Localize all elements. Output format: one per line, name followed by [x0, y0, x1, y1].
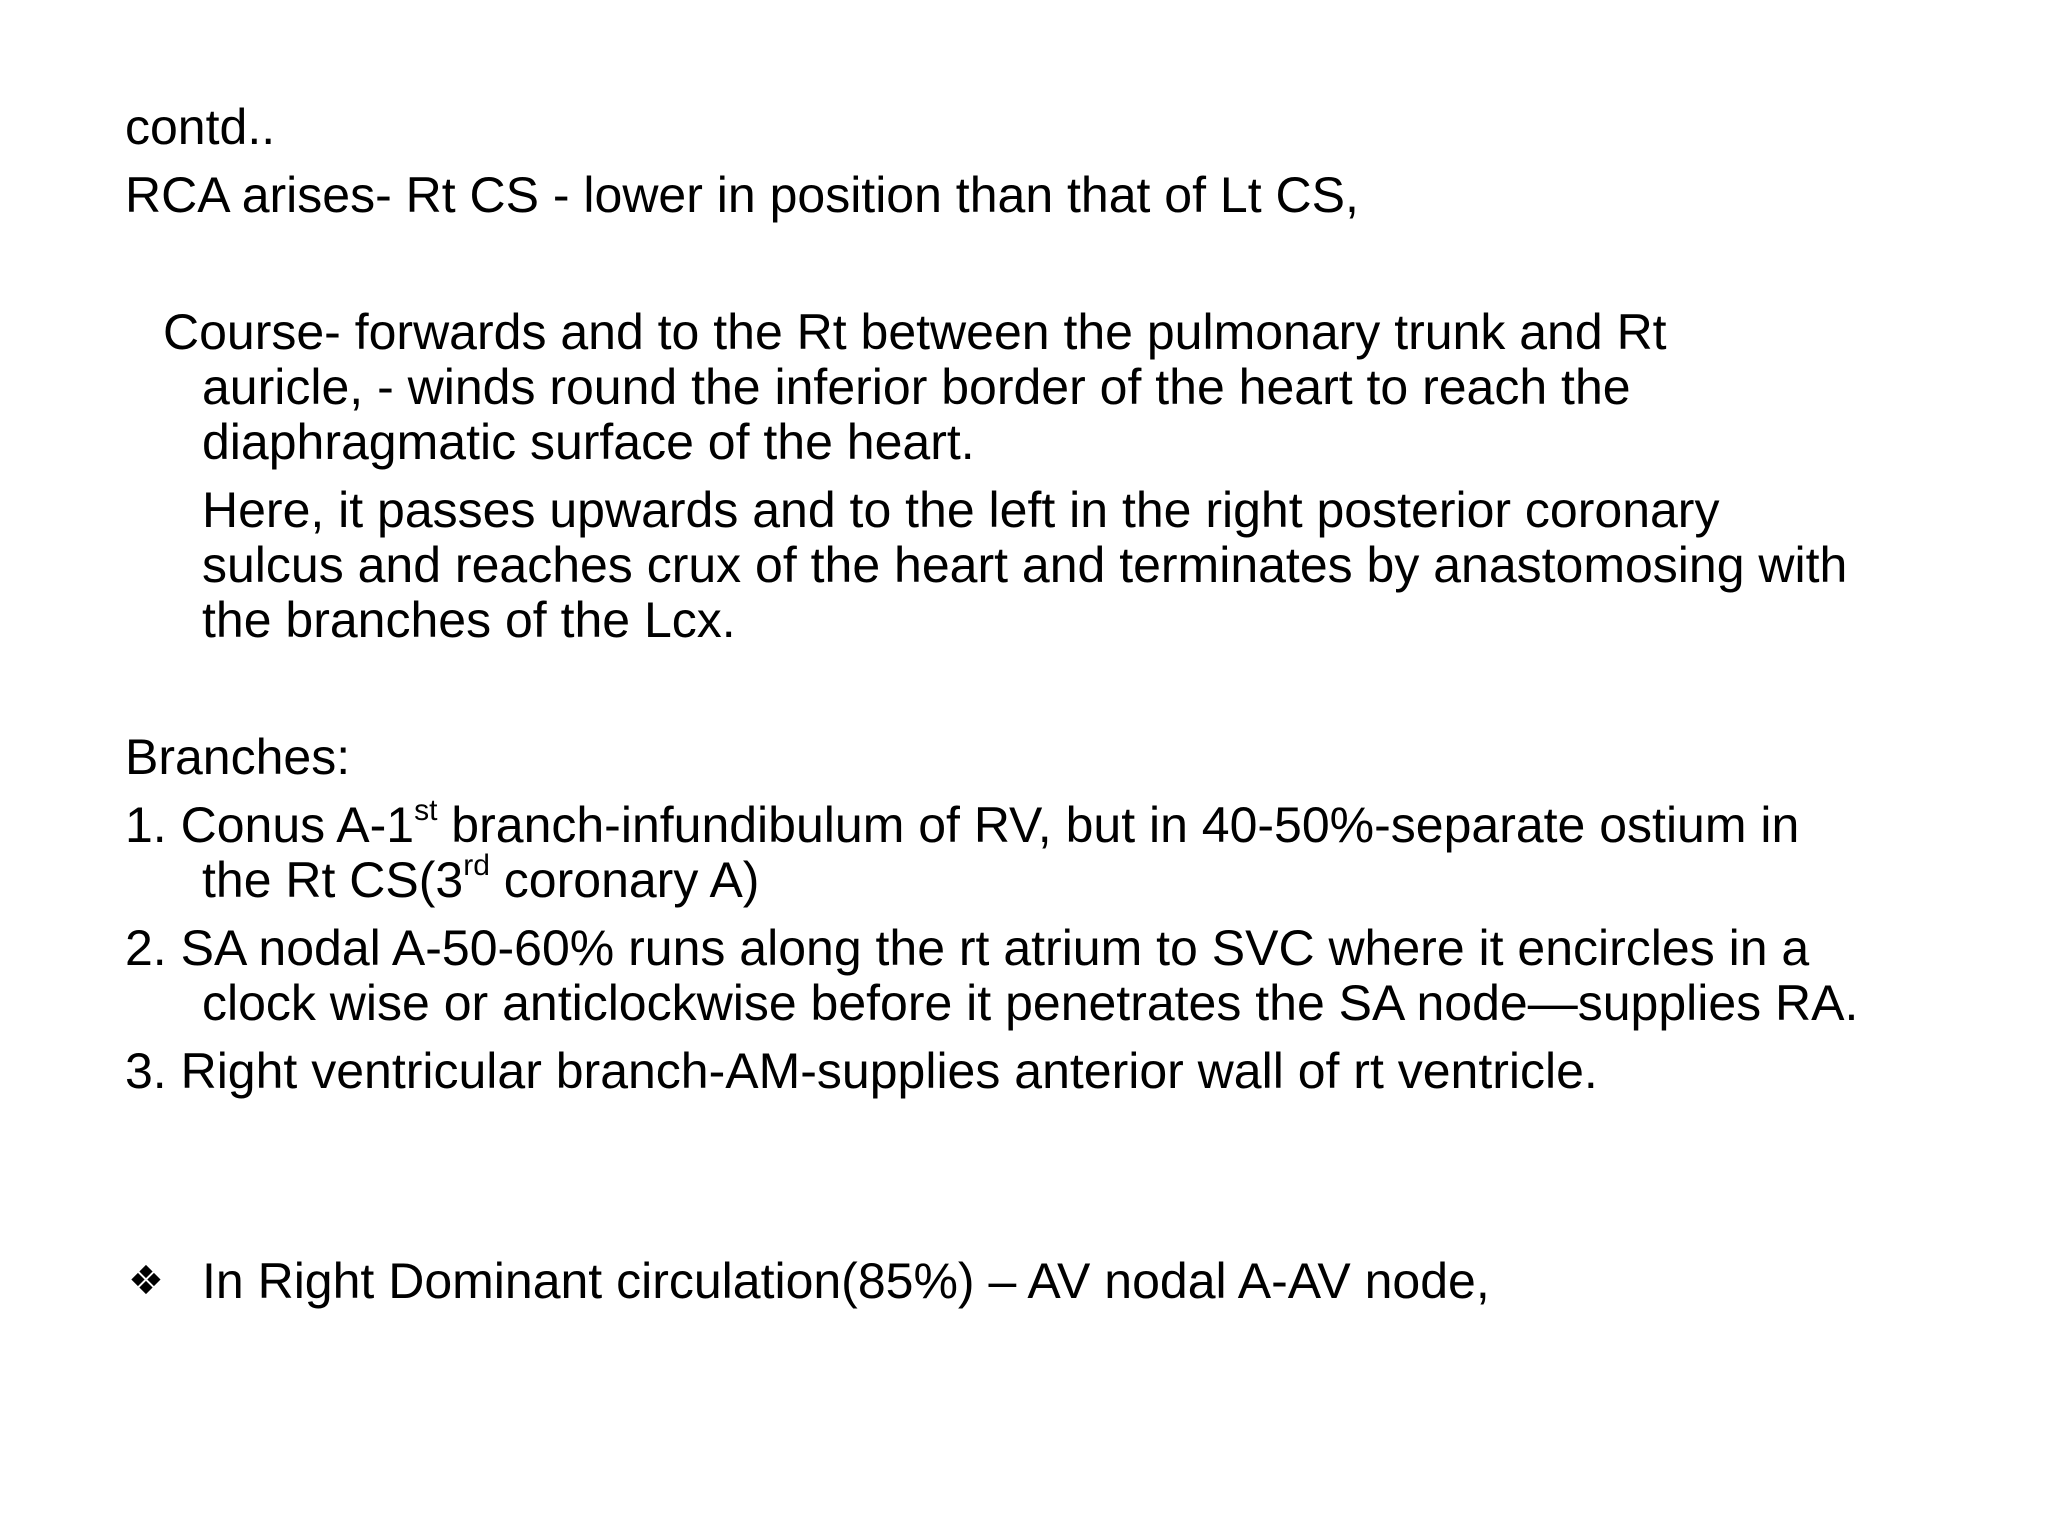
- intro-line: RCA arises- Rt CS - lower in position than that of Lt CS,: [125, 167, 1359, 223]
- course-line-1: Course- forwards and to the Rt between the pulmonary trunk and Rt: [163, 304, 1667, 360]
- here-line-3: the branches of the Lcx.: [202, 592, 736, 648]
- course-line-2: auricle, - winds round the inferior border of the heart to reach the: [202, 359, 1631, 415]
- branch-1-text-b: branch-infundibulum of RV, but in 40-50%-separate ostium in: [437, 797, 1800, 853]
- branch-1-cont-superscript: rd: [463, 849, 490, 883]
- here-line-1: Here, it passes upwards and to the left in the right posterior coronary: [202, 482, 1720, 538]
- branch-2-line-2: clock wise or anticlockwise before it penetrates the SA node—supplies RA.: [202, 975, 1859, 1031]
- branch-1-superscript: st: [414, 794, 438, 828]
- branches-heading: Branches:: [125, 729, 351, 785]
- branch-1-cont-b: coronary A): [489, 852, 760, 908]
- bullet-text: In Right Dominant circulation(85%) – AV nodal A-AV node,: [202, 1253, 1490, 1309]
- branch-1-line-2: [202, 849, 760, 908]
- four-diamond-bullet-icon: ❖: [128, 1259, 164, 1303]
- branch-3-line-1: 3. Right ventricular branch-AM-supplies anterior wall of rt ventricle.: [125, 1043, 1598, 1099]
- here-line-2: sulcus and reaches crux of the heart and terminates by anastomosing with: [202, 537, 1848, 593]
- branch-1-text-a: 1. Conus A-1: [125, 797, 415, 853]
- branch-1-cont-a: the Rt CS(3: [202, 852, 464, 908]
- branch-2-line-1: 2. SA nodal A-50-60% runs along the rt atrium to SVC where it encircles in a: [125, 920, 1810, 976]
- branch-1-line-1: [125, 794, 1800, 853]
- contd-heading: contd..: [125, 99, 276, 155]
- course-line-3: diaphragmatic surface of the heart.: [202, 414, 975, 470]
